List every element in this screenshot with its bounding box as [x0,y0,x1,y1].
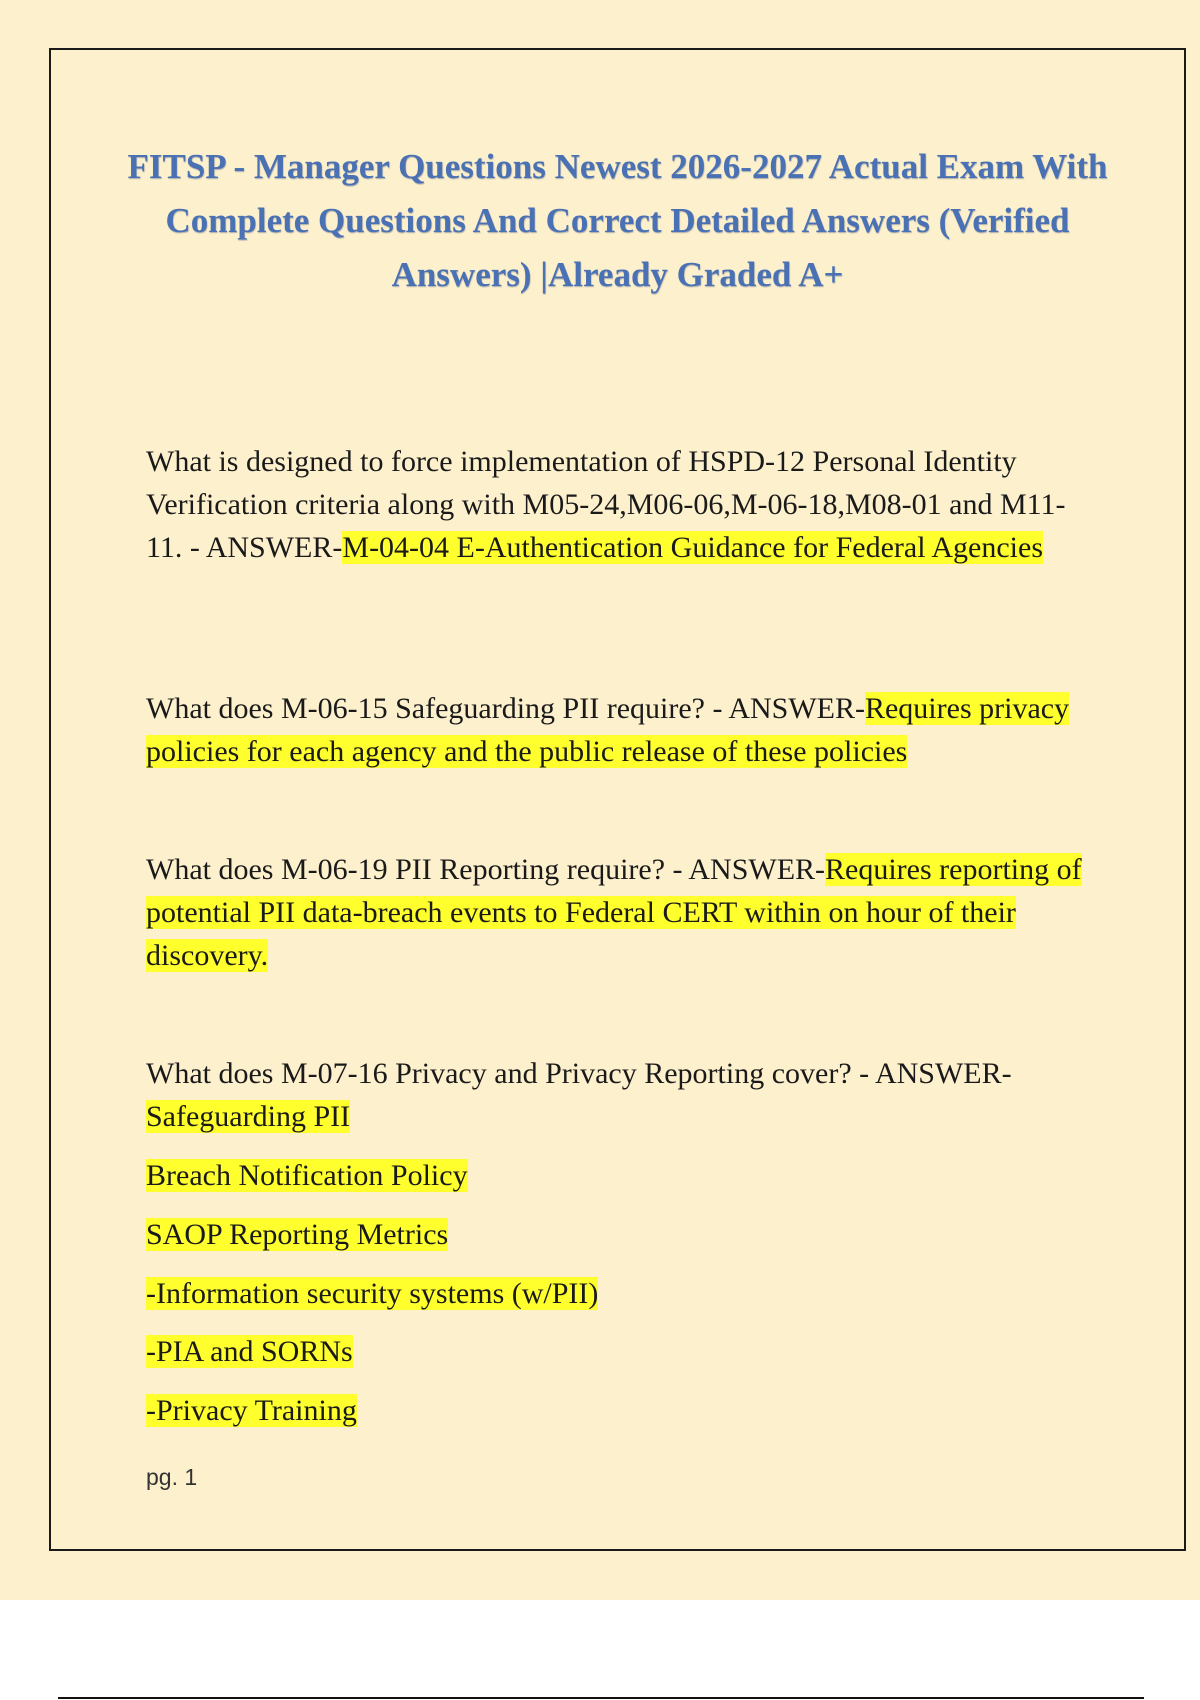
qa-item-1 [146,440,1086,569]
qa-item-2 [146,687,1086,773]
answer-highlight: M-04-04 E-Authentication Guidance for Federal Agencies [342,531,1043,564]
answer-list-item: -Information security systems (w/PII) [146,1277,599,1310]
document-title: FITSP - Manager Questions Newest 2026-2027 Actual Exam With Complete Questions And Correct Detailed Answers (Verified Answers) |Already Graded A+ [127,147,1108,294]
question-text: What does M-06-19 PII Reporting require? - ANSWER- [146,853,826,886]
qa-item-3 [146,848,1086,977]
answer-list-item: SAOP Reporting Metrics [146,1218,449,1251]
answer-list-item: -Privacy Training [146,1394,357,1427]
question-text: What does M-06-15 Safeguarding PII require? - ANSWER- [146,692,865,725]
answer-list-item: -PIA and SORNs [146,1335,353,1368]
footer-divider [58,1697,1144,1699]
answer-highlight: Safeguarding PII [146,1100,351,1133]
answer-list-item: Breach Notification Policy [146,1159,468,1192]
answer-highlight: Requires reporting of potential PII data-breach events to Federal CERT within on hour of their discovery. [146,853,1082,972]
answer-highlight: Requires privacy policies for each agency and the public release of these policies [146,692,1070,768]
page-number: pg. 1 [146,1464,198,1490]
question-text: What is designed to force implementation of HSPD-12 Personal Identity Verification criteria along with M05-24,M06-06,M-06-18,M08-01 and M11-11. - ANSWER- [146,445,1066,564]
question-text: What does M-07-16 Privacy and Privacy Reporting cover? - ANSWER- [146,1057,1012,1090]
qa-item-4 [146,1052,1086,1138]
